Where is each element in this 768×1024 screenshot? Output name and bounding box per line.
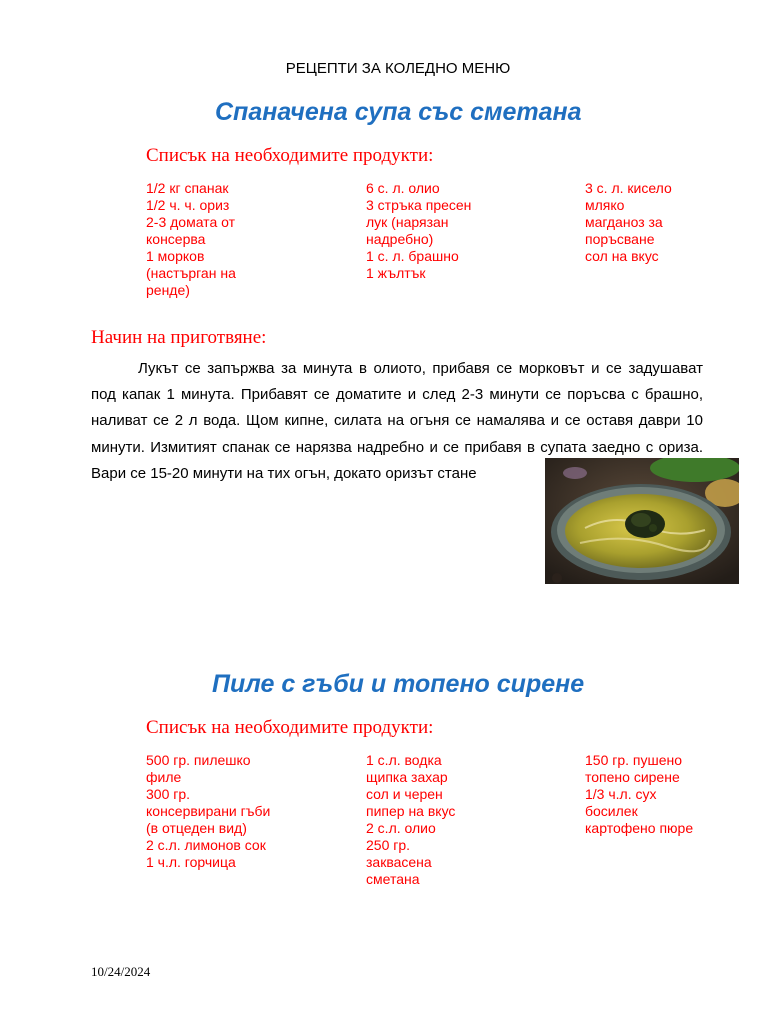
- ingredient-item: картофено пюре: [585, 820, 694, 836]
- ingredients-heading: Списък на необходимите продукти:: [146, 717, 434, 738]
- ingredient-item: 1 морков (настърган на ренде): [146, 248, 236, 298]
- ingredient-item: магданоз за поръсване: [585, 214, 663, 247]
- spinach-soup-photo: [545, 458, 739, 584]
- ingredients-column-2: [366, 752, 478, 888]
- recipe-title: Пиле с гъби и топено сирене: [212, 670, 585, 698]
- ingredient-item: 1/2 кг спанак: [146, 180, 229, 196]
- recipe-title: Спаначена супа със сметана: [215, 98, 582, 126]
- ingredient-item: щипка захар: [366, 769, 448, 785]
- ingredients-heading: Списък на необходимите продукти:: [146, 145, 434, 166]
- ingredient-item: 2-3 домата от консерва: [146, 214, 236, 247]
- ingredients-column-2: [366, 180, 494, 282]
- ingredients-column-3: [585, 180, 695, 265]
- document-header: РЕЦЕПТИ ЗА КОЛЕДНО МЕНЮ: [285, 60, 511, 77]
- method-heading: Начин на приготвяне:: [91, 327, 267, 348]
- footer-date: 10/24/2024: [91, 964, 151, 979]
- ingredient-item: 500 гр. пилешко филе: [146, 752, 251, 785]
- ingredient-item: 300 гр. консервирани гъби (в отцеден вид): [146, 786, 271, 836]
- ingredients-column-1: [146, 752, 274, 871]
- ingredient-item: 3 с. л. кисело мляко: [585, 180, 672, 213]
- ingredient-item: 1 с. л. брашно: [366, 248, 459, 264]
- ingredient-item: сол на вкус: [585, 248, 659, 264]
- ingredient-item: 250 гр. заквасена сметана: [366, 837, 432, 887]
- ingredient-item: 1/3 ч.л. сух босилек: [585, 786, 657, 819]
- ingredient-item: 150 гр. пушено топено сирене: [585, 752, 683, 785]
- ingredient-item: 6 с. л. олио: [366, 180, 440, 196]
- soup-bowl-illustration: [545, 458, 739, 584]
- ingredient-item: 1 с.л. водка: [366, 752, 442, 768]
- ingredient-item: 1 жълтък: [366, 265, 426, 281]
- ingredient-item: 1 ч.л. горчица: [146, 854, 236, 870]
- ingredients-column-3: [585, 752, 703, 837]
- ingredient-item: 1/2 ч. ч. ориз: [146, 197, 230, 213]
- ingredient-item: 2 с.л. лимонов сок: [146, 837, 266, 853]
- ingredient-item: 3 стръка пресен лук (нарязан надребно): [366, 197, 472, 247]
- method-text: Лукът се запържва за минута в олиото, прибавя се морковът и се задушават под капак 1 минута. Прибавят се доматите и след 2-3 минути се поръсва с брашно, наливат се 2 л вода. Щом кипне, силата на огъня се намалява и се оставя даври 10 минути. Измитият спанак се нарязва надребно и се прибавя в супата заедно с ориза. Вари се 15-20 минути на тих огън, докато оризът стане: [91, 360, 703, 482]
- ingredients-column-1: [146, 180, 266, 299]
- ingredient-item: сол и черен пипер на вкус: [366, 786, 456, 819]
- ingredient-item: 2 с.л. олио: [366, 820, 436, 836]
